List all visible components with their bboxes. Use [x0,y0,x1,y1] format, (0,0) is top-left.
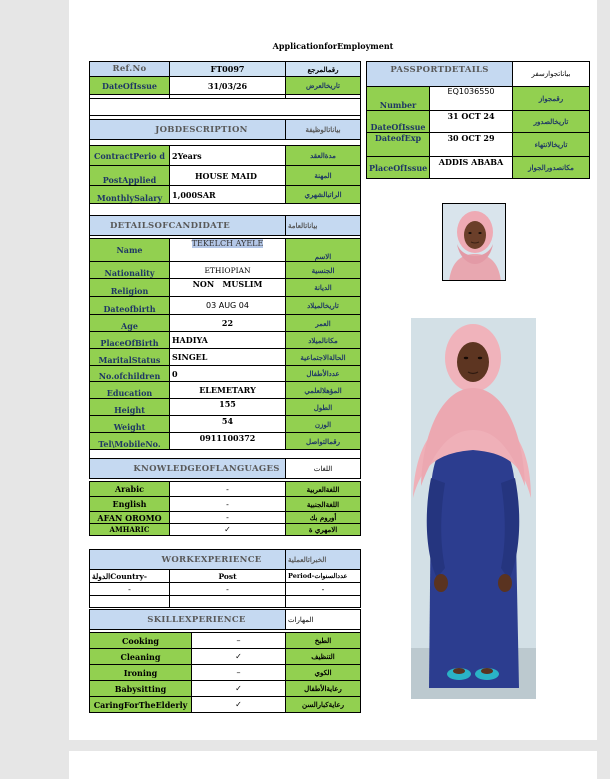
skill-babysitting-label-ar: رعايةالأطفال [286,681,361,697]
skill-cooking-value: – [192,633,286,649]
main-form-table [89,61,361,479]
date-of-issue-label: DateOfIssue [90,77,170,95]
candidate-header-ar: بياناتالعامة [286,216,361,236]
monthly-salary-value: 1,000SAR [170,186,286,204]
children-label-ar: عددالأطفال [286,366,361,382]
contract-period-label-ar: مدةالعقد [286,146,361,166]
post-applied-value: HOUSE MAID [170,166,286,186]
lang-amharic-label: AMHARIC [90,524,170,536]
name-label-ar: الاسم [286,239,361,262]
work-period-value: - [286,583,361,596]
date-of-issue-label-ar: تاريخالعرض [286,77,361,95]
skill-cleaning-label-ar: التنظيف [286,649,361,665]
application-page [69,0,597,740]
skill-babysitting-label: Babysitting [90,681,192,697]
lang-english-value: - [170,497,286,512]
education-label-ar: المؤهلالعلمي [286,382,361,399]
religion-label-ar: الديانة [286,279,361,297]
lang-arabic-label: Arabic [90,482,170,497]
marital-status-label-ar: الحالةالاجتماعية [286,349,361,366]
ref-label-ar: رقمالمرجع [286,62,361,77]
passport-place-label-ar: مكانصدورالجواز [513,157,590,179]
weight-label: Weight [90,416,170,433]
lang-arabic-label-ar: اللغةالعربية [286,482,361,497]
skill-ironing-value: – [192,665,286,681]
place-of-birth-label-ar: مكانالميلاد [286,332,361,349]
monthly-salary-label-ar: الراتبالشهري [286,186,361,204]
job-header: JOBDESCRIPTION [90,120,286,140]
lang-english-label: English [90,497,170,512]
next-page [69,751,597,779]
lang-english-label-ar: اللغةالجنبية [286,497,361,512]
job-header-ar: بياناتالوظيفة [286,120,361,140]
work-col-country: الدولةCountry- [90,570,170,583]
passport-table [366,61,590,179]
passport-place-value: ADDIS ABABA [430,157,513,179]
passport-number-label-ar: رقمجواز [513,87,590,111]
skill-cooking-label: Cooking [90,633,192,649]
contract-period-value: 2Years [170,146,286,166]
page-title: ApplicationforEmployment [272,41,394,51]
marital-status-label: MaritalStatus [90,349,170,366]
work-col-post: Post [170,570,286,583]
place-of-birth-value: HADIYA [170,332,286,349]
lang-amharic-value: ✓ [170,524,286,536]
education-label: Education [90,382,170,399]
date-of-birth-label: Dateofbirth [90,297,170,315]
place-of-birth-label: PlaceOfBirth [90,332,170,349]
nationality-value: ETHIOPIAN [170,262,286,279]
height-label-ar: الطول [286,399,361,416]
languages-header-ar: اللغات [286,459,361,479]
passport-header: PASSPORTDETAILS [367,62,513,87]
work-col-period: Period-عددالسنوات [286,570,361,583]
languages-table [89,481,361,536]
skill-ironing-label: Ironing [90,665,192,681]
age-label-ar: العمر [286,315,361,332]
work-header: WORKEXPERIENCE [90,550,286,570]
passport-issue-value: 31 OCT 24 [430,111,513,133]
ref-label: Ref.No [90,62,170,77]
mobile-label: Tel\MobileNo. [90,433,170,450]
lang-oromo-label: AFAN OROMO [90,512,170,524]
work-experience-table [89,549,361,608]
date-of-birth-value: 03 AUG 04 [170,297,286,315]
religion-value: NON MUSLIM [170,279,286,297]
passport-number-value: EQ1036550 [430,87,513,111]
work-post-value: - [170,583,286,596]
languages-header: KNOWLEDGEOFLANGUAGES [90,459,286,479]
work-header-ar: الخبراتالعملية [286,550,361,570]
height-label: Height [90,399,170,416]
skill-ironing-label-ar: الكوي [286,665,361,681]
candidate-header: DETAILSOFCANDIDATE [90,216,286,236]
weight-label-ar: الوزن [286,416,361,433]
skills-header: SKILLEXPERIENCE [90,610,286,630]
age-value: 22 [170,315,286,332]
date-of-issue-value: 31/03/26 [170,77,286,95]
name-value: TEKELCH AYELE [191,239,264,248]
age-label: Age [90,315,170,332]
mobile-value: 0911100372 [170,433,286,450]
passport-expiry-label-ar: تاريخالانتهاء [513,133,590,157]
contract-period-label: ContractPerio d [90,146,170,166]
passport-issue-label-ar: تاريخالصدور [513,111,590,133]
religion-label: Religion [90,279,170,297]
lang-oromo-label-ar: أوروم بك [286,512,361,524]
height-value: 155 [170,399,286,416]
name-label: Name [90,239,170,262]
nationality-label: Nationality [90,262,170,279]
skill-cooking-label-ar: الطبخ [286,633,361,649]
passport-number-label: Number [367,87,430,111]
skill-elderly-label-ar: رعايةكبارالسن [286,697,361,713]
skill-cleaning-value: ✓ [192,649,286,665]
passport-expiry-label: DateofExp [367,133,430,157]
lang-oromo-value: - [170,512,286,524]
full-body-photo [411,318,536,699]
passport-expiry-value: 30 OCT 29 [430,133,513,157]
passport-issue-label: DateOfIssue [367,111,430,133]
ref-value: FT0097 [170,62,286,77]
work-country-value: - [90,583,170,596]
passport-place-label: PlaceOfIssue [367,157,430,179]
monthly-salary-label: MonthlySalary [90,186,170,204]
lang-amharic-label-ar: الامهري ة [286,524,361,536]
portrait-photo [442,203,506,281]
skills-header-ar: المهارات [286,610,361,630]
children-label: No.ofchildren [90,366,170,382]
passport-header-ar: بياناتجوازسفر [513,62,590,87]
post-applied-label: PostApplied [90,166,170,186]
nationality-label-ar: الجنسية [286,262,361,279]
education-value: ELEMETARY [170,382,286,399]
skill-cleaning-label: Cleaning [90,649,192,665]
mobile-label-ar: رقمالتواصل [286,433,361,450]
date-of-birth-label-ar: تاريخالميلاد [286,297,361,315]
skill-elderly-value: ✓ [192,697,286,713]
skill-elderly-label: CaringForTheElderly [90,697,192,713]
skills-table [89,609,361,713]
post-applied-label-ar: المهنة [286,166,361,186]
children-value: 0 [170,366,286,382]
skill-babysitting-value: ✓ [192,681,286,697]
lang-arabic-value: - [170,482,286,497]
weight-value: 54 [170,416,286,433]
marital-status-value: SINGEL [170,349,286,366]
